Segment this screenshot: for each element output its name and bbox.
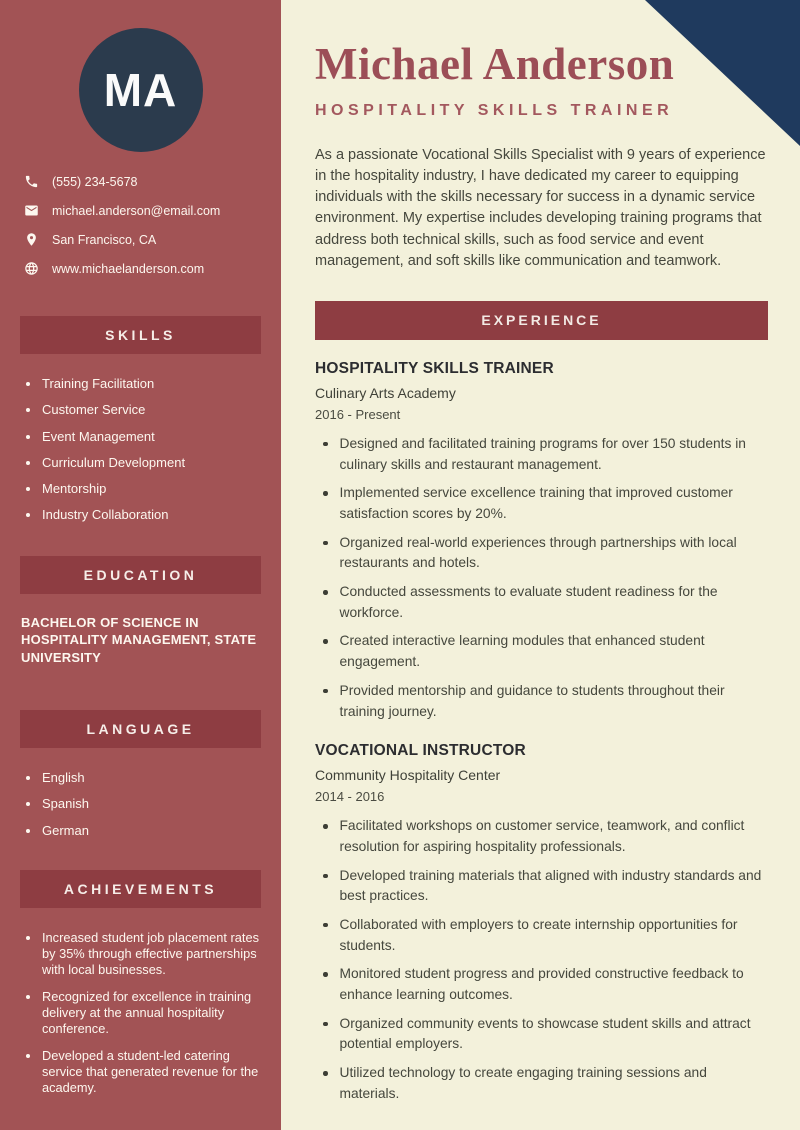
skills-header-label: SKILLS bbox=[105, 327, 176, 343]
job-bullet-item: Designed and facilitated training programs for over 150 students in culinary skills and restaurant management. bbox=[315, 434, 768, 475]
website-url: www.michaelanderson.com bbox=[52, 261, 205, 276]
job-bullet-item: Facilitated workshops on customer service, teamwork, and conflict resolution for aspiring hospitality professionals. bbox=[315, 816, 768, 857]
language-item: Spanish bbox=[26, 796, 263, 812]
bullet-icon bbox=[323, 874, 328, 879]
job-bullet-item: Collaborated with employers to create internship opportunities for students. bbox=[315, 915, 768, 956]
language-item: English bbox=[26, 770, 263, 786]
bullet-icon bbox=[323, 824, 328, 829]
job-entry-2 bbox=[315, 742, 768, 1104]
skill-item: Mentorship bbox=[26, 481, 263, 497]
experience-banner-label: EXPERIENCE bbox=[481, 312, 602, 329]
education-header bbox=[20, 556, 261, 594]
contact-website bbox=[24, 261, 281, 276]
main-column bbox=[281, 0, 800, 1130]
bullet-icon bbox=[26, 487, 30, 491]
job-bullet-list bbox=[315, 434, 768, 722]
bullet-icon bbox=[323, 491, 328, 496]
achievement-item: Increased student job placement rates by 35% through effective partnerships with local businesses. bbox=[26, 930, 263, 978]
job-company: Culinary Arts Academy bbox=[315, 384, 456, 401]
phone-number: (555) 234-5678 bbox=[52, 174, 138, 189]
language-header-label: LANGUAGE bbox=[86, 721, 195, 738]
skill-item: Curriculum Development bbox=[26, 455, 263, 471]
skills-header bbox=[20, 316, 261, 354]
skills-list bbox=[26, 376, 281, 524]
bullet-icon bbox=[323, 590, 328, 595]
language-list bbox=[26, 770, 281, 839]
email-icon bbox=[24, 203, 39, 218]
location-text: San Francisco, CA bbox=[52, 232, 157, 247]
email-address: michael.anderson@email.com bbox=[52, 203, 221, 218]
education-header-label: EDUCATION bbox=[83, 566, 198, 583]
bullet-icon bbox=[26, 776, 30, 780]
experience-banner bbox=[315, 301, 768, 340]
bullet-icon bbox=[323, 1022, 328, 1027]
achievements-list bbox=[26, 930, 281, 1096]
job-bullet-item: Organized community events to showcase student skills and attract potential employers. bbox=[315, 1014, 768, 1055]
skill-item: Training Facilitation bbox=[26, 376, 263, 392]
job-bullet-item: Organized real-world experiences through partnerships with local restaurants and hotels. bbox=[315, 533, 768, 574]
job-dates: 2014 - 2016 bbox=[315, 789, 385, 805]
job-bullet-item: Created interactive learning modules that enhanced student engagement. bbox=[315, 631, 768, 672]
bullet-icon bbox=[323, 1071, 328, 1076]
education-degree: BACHELOR OF SCIENCE IN HOSPITALITY MANAGEMENT, STATE UNIVERSITY bbox=[21, 614, 257, 665]
job-entry-1 bbox=[315, 360, 768, 722]
globe-icon bbox=[24, 261, 39, 276]
job-bullet-item: Monitored student progress and provided constructive feedback to enhance learning outcomes. bbox=[315, 964, 768, 1005]
bullet-icon bbox=[26, 408, 30, 412]
bullet-icon bbox=[323, 639, 328, 644]
bullet-icon bbox=[26, 802, 30, 806]
achievement-item: Recognized for excellence in training delivery at the annual hospitality conference. bbox=[26, 989, 263, 1037]
bullet-icon bbox=[26, 936, 30, 940]
job-bullet-list bbox=[315, 816, 768, 1104]
bullet-icon bbox=[26, 461, 30, 465]
location-icon bbox=[24, 232, 39, 247]
skill-item: Event Management bbox=[26, 429, 263, 445]
language-header bbox=[20, 710, 261, 748]
contact-phone bbox=[24, 174, 281, 189]
summary-paragraph: As a passionate Vocational Skills Specialist with 9 years of experience in the hospitality industry, I have dedicated my career to equipping individuals with the skills necessary for success in a dynamic service environment. My expertise includes developing training programs that address both technical skills, such as food service and event management, and soft skills like communication and teamwork. bbox=[315, 147, 766, 269]
job-title: VOCATIONAL INSTRUCTOR bbox=[315, 742, 526, 760]
bullet-icon bbox=[323, 689, 328, 694]
bullet-icon bbox=[26, 1054, 30, 1058]
bullet-icon bbox=[26, 513, 30, 517]
job-dates: 2016 - Present bbox=[315, 406, 401, 422]
contact-location bbox=[24, 232, 281, 247]
job-bullet-item: Utilized technology to create engaging training sessions and materials. bbox=[315, 1063, 768, 1104]
avatar bbox=[79, 28, 203, 152]
skill-item: Industry Collaboration bbox=[26, 507, 263, 523]
avatar-initials: MA bbox=[103, 64, 178, 116]
bullet-icon bbox=[323, 923, 328, 928]
job-bullet-item: Provided mentorship and guidance to students throughout their training journey. bbox=[315, 681, 768, 722]
achievement-item: Developed a student-led catering service that generated revenue for the academy. bbox=[26, 1048, 263, 1096]
contact-section bbox=[24, 174, 281, 276]
sidebar bbox=[0, 0, 281, 1130]
contact-email bbox=[24, 203, 281, 218]
achievements-header bbox=[20, 870, 261, 908]
bullet-icon bbox=[26, 435, 30, 439]
bullet-icon bbox=[323, 972, 328, 977]
language-item: German bbox=[26, 823, 263, 839]
job-bullet-item: Developed training materials that aligned with industry standards and best practices. bbox=[315, 866, 768, 907]
job-title: HOSPITALITY SKILLS TRAINER bbox=[315, 359, 554, 377]
achievements-header-label: ACHIEVEMENTS bbox=[63, 880, 218, 897]
bullet-icon bbox=[323, 541, 328, 546]
phone-icon bbox=[24, 174, 39, 189]
bullet-icon bbox=[323, 442, 328, 447]
job-bullet-item: Implemented service excellence training that improved customer satisfaction scores by 20%. bbox=[315, 483, 768, 524]
job-company: Community Hospitality Center bbox=[315, 767, 501, 784]
bullet-icon bbox=[26, 382, 30, 386]
page-title: Michael Anderson bbox=[315, 39, 675, 89]
bullet-icon bbox=[26, 995, 30, 999]
job-title-subtitle: HOSPITALITY SKILLS TRAINER bbox=[315, 102, 674, 119]
bullet-icon bbox=[26, 829, 30, 833]
job-bullet-item: Conducted assessments to evaluate student readiness for the workforce. bbox=[315, 582, 768, 623]
skill-item: Customer Service bbox=[26, 402, 263, 418]
